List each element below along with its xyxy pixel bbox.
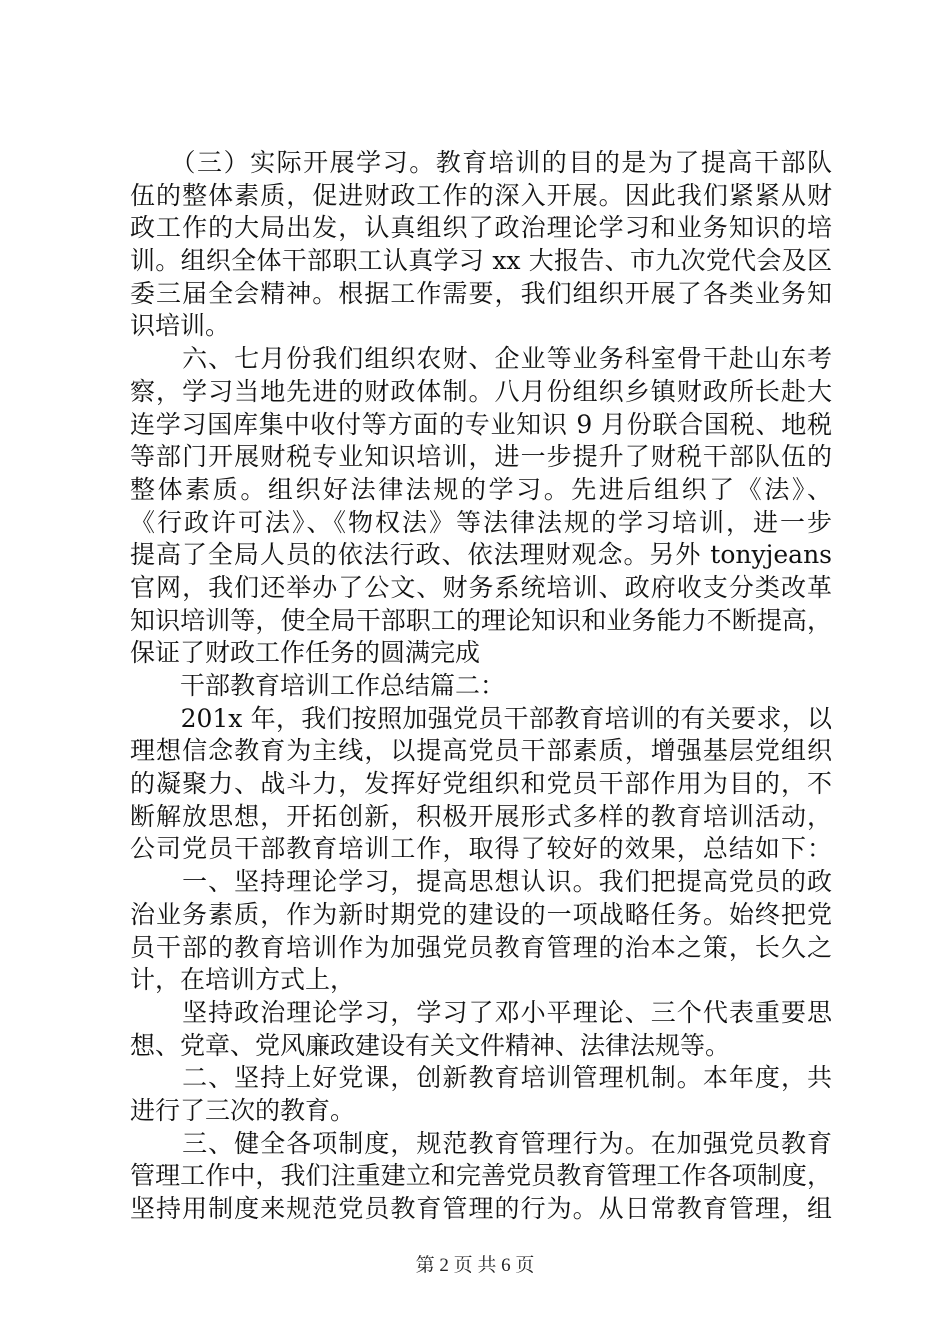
body-line: 保证了财政工作任务的圆满完成 <box>130 638 481 668</box>
body-line: 提高了全局人员的依法行政、依法理财观念。另外 tonyjeans <box>130 540 832 570</box>
body-line: 进行了三次的教育。 <box>130 1095 356 1125</box>
body-line: 政工作的大局出发，认真组织了政治理论学习和业务知识的培 <box>130 213 832 243</box>
body-line: 干部教育培训工作总结篇二： <box>130 671 506 700</box>
page-footer: 第 2 页 共 6 页 <box>415 1255 535 1276</box>
body-line: 训。组织全体干部职工认真学习 xx 大报告、市九次党代会及区 <box>130 246 832 276</box>
body-line: 官网，我们还举办了公文、财务系统培训、政府收支分类改革 <box>130 572 832 602</box>
body-line: 察，学习当地先进的财政体制。八月份组织乡镇财政所长赴大 <box>130 376 832 406</box>
body-line: 识培训。 <box>130 311 231 341</box>
body-line: 《行政许可法》、《物权法》等法律法规的学习培训，进一步 <box>130 507 832 537</box>
body-line: 公司党员干部教育培训工作，取得了较好的效果，总结如下： <box>130 834 832 864</box>
body-line: 想、党章、党风廉政建设有关文件精神、法律法规等。 <box>130 1030 731 1060</box>
body-line: 委三届全会精神。根据工作需要，我们组织开展了各类业务知 <box>130 278 832 308</box>
body-line: 计，在培训方式上， <box>130 965 356 995</box>
body-line: 管理工作中，我们注重建立和完善党员教育管理工作各项制度， <box>130 1161 832 1191</box>
body-line: 三、健全各项制度，规范教育管理行为。在加强党员教育 <box>130 1128 832 1158</box>
body-line: 201x 年，我们按照加强党员干部教育培训的有关要求，以 <box>130 703 832 733</box>
body-line: 知识培训等，使全局干部职工的理论知识和业务能力不断提高， <box>130 605 832 635</box>
body-line: （三）实际开展学习。教育培训的目的是为了提高干部队 <box>130 148 832 177</box>
body-line: 整体素质。组织好法律法规的学习。先进后组织了《法》、 <box>130 474 832 504</box>
body-line: 等部门开展财税专业知识培训，进一步提升了财税干部队伍的 <box>130 442 832 472</box>
body-line: 的凝聚力、战斗力，发挥好党组织和党员干部作用为目的，不 <box>130 769 832 799</box>
body-line: 一、坚持理论学习，提高思想认识。我们把提高党员的政 <box>130 867 832 897</box>
body-line: 二、坚持上好党课，创新教育培训管理机制。本年度，共 <box>130 1063 832 1093</box>
body-line: 伍的整体素质，促进财政工作的深入开展。因此我们紧紧从财 <box>130 180 832 210</box>
body-line: 六、七月份我们组织农财、企业等业务科室骨干赴山东考 <box>130 344 832 374</box>
body-line: 断解放思想，开拓创新，积极开展形式多样的教育培训活动， <box>130 801 832 831</box>
body-line: 连学习国库集中收付等方面的专业知识 9 月份联合国税、地税 <box>130 409 832 439</box>
document-body <box>130 147 832 1226</box>
body-line: 治业务素质，作为新时期党的建设的一项战略任务。始终把党 <box>130 899 832 929</box>
body-line: 员干部的教育培训作为加强党员教育管理的治本之策，长久之 <box>130 932 832 962</box>
body-line: 理想信念教育为主线，以提高党员干部素质，增强基层党组织 <box>130 736 832 766</box>
body-line: 坚持政治理论学习，学习了邓小平理论、三个代表重要思 <box>130 997 832 1027</box>
body-line: 坚持用制度来规范党员教育管理的行为。从日常教育管理，组 <box>130 1194 832 1223</box>
